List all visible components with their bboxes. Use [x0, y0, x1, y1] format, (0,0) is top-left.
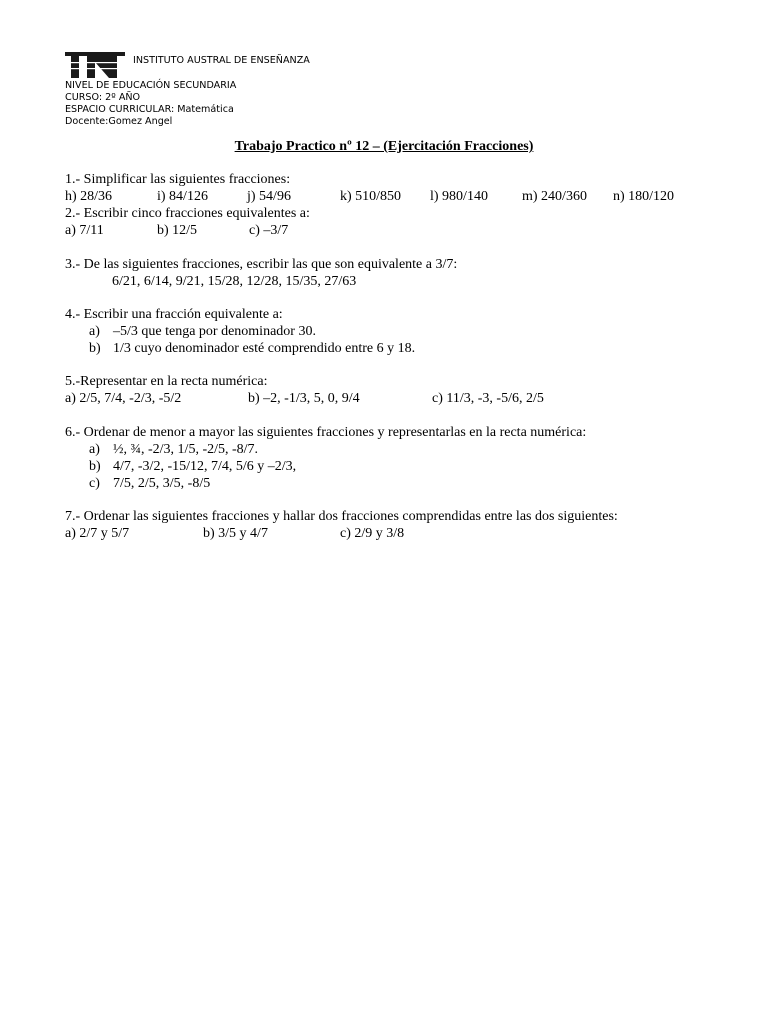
curso-line: CURSO: 2º AÑO — [65, 92, 141, 103]
ex4-a-text: –5/3 que tenga por denominador 30. — [113, 324, 316, 339]
header-info — [65, 80, 236, 128]
ex6-b-text: 4/7, -3/2, -15/12, 7/4, 5/6 y –2/3, — [113, 459, 297, 474]
ex5-item: a) 2/5, 7/4, -2/3, -5/2 — [65, 391, 182, 406]
ex7-item: a) 2/7 y 5/7 — [65, 526, 130, 541]
ex7-item: b) 3/5 y 4/7 — [203, 526, 268, 541]
ex1-item: n) 180/120 — [613, 189, 675, 204]
ex4-b-text: 1/3 cuyo denominador esté comprendido entre 6 y 18. — [113, 341, 416, 356]
ex3-prompt: 3.- De las siguientes fracciones, escribir las que son equivalente a 3/7: — [65, 257, 458, 272]
ex6-a-marker: a) — [89, 442, 100, 457]
ex2-item: b) 12/5 — [157, 223, 198, 238]
page-title: Trabajo Practico nº 12 – (Ejercitación Fracciones) — [234, 139, 534, 154]
ex4-b-marker: b) — [89, 341, 101, 356]
docente-line: Docente:Gomez Angel — [65, 116, 173, 127]
ex6-a-text: ½, ¾, -2/3, 1/5, -2/5, -8/7. — [113, 442, 259, 457]
ex5-item: b) –2, -1/3, 5, 0, 9/4 — [248, 391, 360, 406]
ex1-item: m) 240/360 — [522, 189, 587, 204]
ex7-item: c) 2/9 y 3/8 — [340, 526, 405, 541]
institute-name: INSTITUTO AUSTRAL DE ENSEÑANZA — [133, 55, 310, 66]
ex6-b-marker: b) — [89, 459, 101, 474]
ex1-item: i) 84/126 — [157, 189, 208, 204]
ex4-a-marker: a) — [89, 324, 100, 339]
ex1-item: k) 510/850 — [340, 189, 402, 204]
ex2-item: a) 7/11 — [65, 223, 104, 238]
ex4-prompt: 4.- Escribir una fracción equivalente a: — [65, 307, 283, 322]
ex1-prompt: 1.- Simplificar las siguientes fracciones: — [65, 172, 291, 187]
ex6-c-marker: c) — [89, 476, 100, 491]
ex1-item: l) 980/140 — [430, 189, 488, 204]
ex1-item: h) 28/36 — [65, 189, 113, 204]
ex2-prompt: 2.- Escribir cinco fracciones equivalentes a: — [65, 206, 310, 221]
ex7-prompt: 7.- Ordenar las siguientes fracciones y hallar dos fracciones comprendidas entre las dos siguientes: — [65, 509, 618, 524]
institute-logo — [65, 52, 127, 78]
ex5-item: c) 11/3, -3, -5/6, 2/5 — [432, 391, 544, 406]
ex2-item: c) –3/7 — [249, 223, 289, 238]
ex6-c-text: 7/5, 2/5, 3/5, -8/5 — [113, 476, 211, 491]
ex3-list: 6/21, 6/14, 9/21, 15/28, 12/28, 15/35, 27/63 — [112, 274, 357, 289]
ex5-prompt: 5.-Representar en la recta numérica: — [65, 374, 268, 389]
espacio-line: ESPACIO CURRICULAR: Matemática — [65, 104, 234, 115]
nivel-line: NIVEL DE EDUCACIÓN SECUNDARIA — [65, 80, 237, 91]
ex6-prompt: 6.- Ordenar de menor a mayor las siguientes fracciones y representarlas en la recta numérica: — [65, 425, 587, 440]
ex1-item: j) 54/96 — [247, 189, 291, 204]
